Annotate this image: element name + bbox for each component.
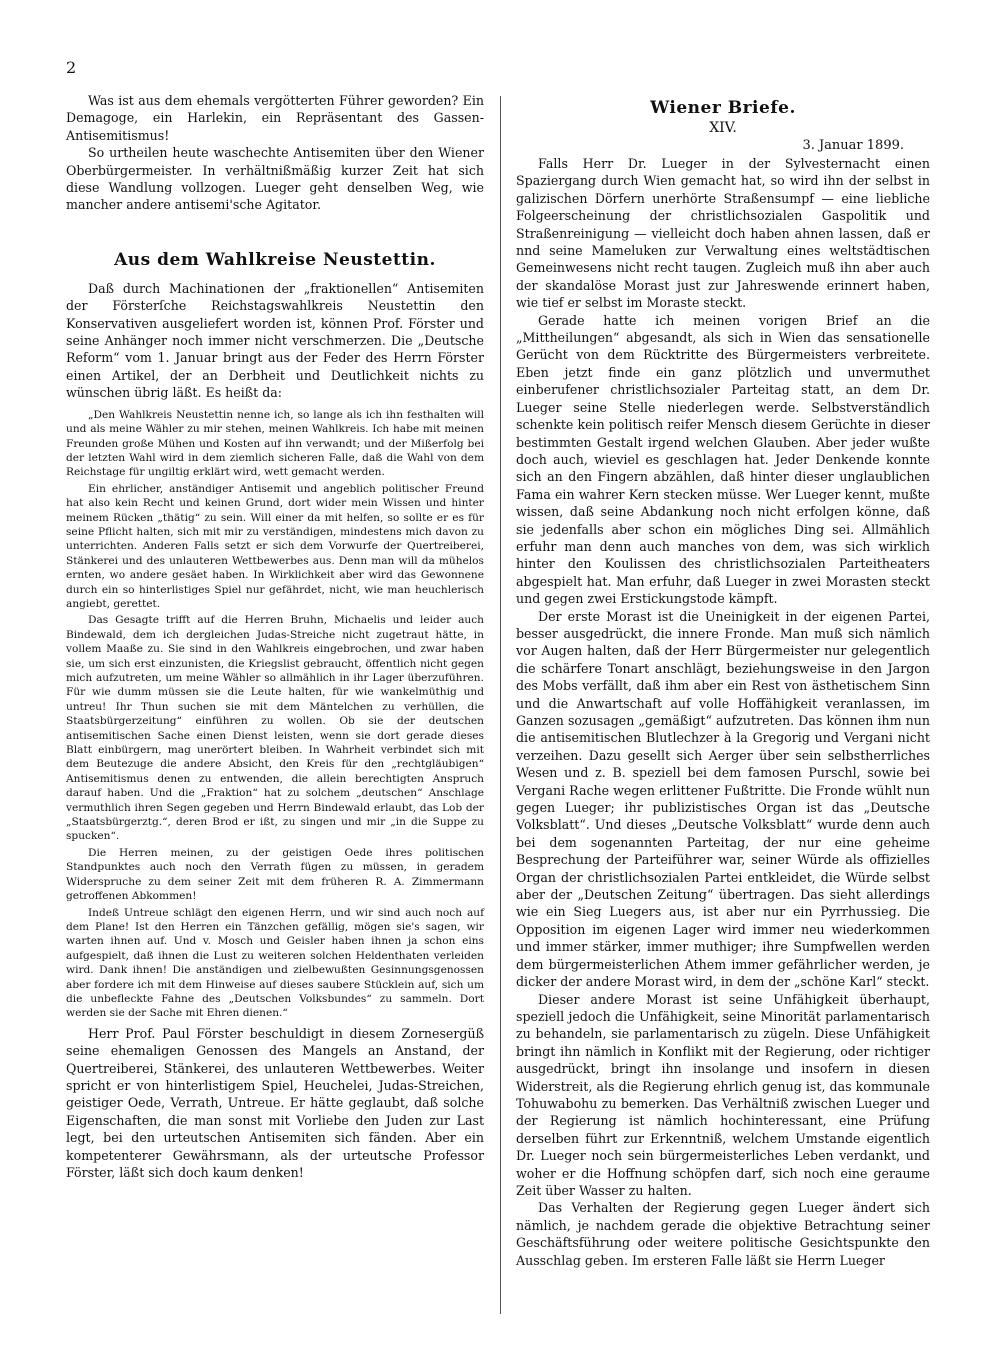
body-paragraph: Gerade hatte ich meinen vorigen Brief an die „Mittheilungen“ abgesandt, als sich in Wien das sensationelle Gerücht von dem Rücktritte des Bürgermeisters verbreitete. Eben jetzt finde ein ganz plötzlich und unvermuthet einberufener christlichsozialer Parteitag statt, an dem Dr. Lueger seine Stelle niederlegen werde. Selbstverständlich schenkte kein politisch reifer Mensch diesem Gerüchte in dieser bestimmten Gestalt irgend welchen Glauben. Aber jeder wußte doch auch, wieviel es geschlagen hat. Jeder Denkende konnte sich an den Fingern abzählen, daß hinter dieser unglaublichen Fama ein wahrer Kern stecken müsse. Wer Lueger kennt, mußte wissen, daß seine Abdankung noch nicht erfolgen könne, daß sie jedenfalls aber schon ein mögliches Ding sei. Allmählich erfuhr man denn auch manches von dem, was sich wirklich hinter den Koulissen des christlichsozialen Parteitheaters abgespielt hat. Man erfuhr, daß Lueger in zwei Morasten steckt und gegen zwei Erstickungstode kämpft. — [516, 312, 930, 607]
quote-paragraph: „Den Wahlkreis Neustettin nenne ich, so lange als ich ihn festhalten will und als meine Wähler zu mir stehen, meinen Wahlkreis. Ich habe mit meinen Freunden große Mühen und Kosten auf ihn verwandt; und der Mißerfolg bei der letzten Wahl wird in dem ziemlich sicheren Falle, daß die Wahl von dem Reichstage für ungiltig erklärt wird, wett gemacht werden. — [66, 408, 484, 479]
article-heading-neustettin: Aus dem Wahlkreise Neustettin. — [114, 249, 436, 270]
page-number: 2 — [66, 58, 77, 77]
intro-paragraph: So urtheilen heute waschechte Antisemiten über den Wiener Oberbürgermeister. In verhältnißmäßig kurzer Zeit hat sich diese Wandlung vollzogen. Lueger geht denselben Weg, wie mancher andere antisemi'sche Agitator. — [66, 145, 484, 213]
body-paragraph: Das Verhalten der Regierung gegen Lueger ändert sich nämlich, je nachdem gerade die objektive Betrachtung seiner Geschäftsführung oder weitere politische Gesichtspunkte den Ausschlag geben. Im ersteren Falle läßt sie Herrn Lueger — [516, 1200, 930, 1268]
article-heading-wiener-briefe: Wiener Briefe. — [650, 98, 796, 118]
letter-date: 3. Januar 1899. — [802, 138, 904, 153]
closing-paragraph: Herr Prof. Paul Förster beschuldigt in diesem Zornesergüß seine ehemaligen Genossen des Mangels an Anstand, der Quertreiberei, Stänkerei, des unlauteren Wettbewerbes. Weiter spricht er von hinterlistigem Spiel, Heuchelei, Judas-Streichen, geistiger Oede, Verrath, Untreue. Er hätte geglaubt, daß solche Eigenschaften, die man sonst mit Vorliebe den Juden zur Last legt, bei den urteutschen Antisemiten sich fänden. Aber ein kompetenterer Gewährsmann, als der urteutsche Professor Förster, läßt sich doch kaum denken! — [66, 1025, 484, 1180]
right-column — [516, 92, 930, 1269]
quote-paragraph: Die Herren meinen, zu der geistigen Oede ihres politischen Standpunktes auch noch den Verrath fügen zu müssen, in geradem Widerspruche zu dem seiner Zeit mit dem früheren R. A. Zimmermann getroffenen Abkommen! — [66, 846, 484, 903]
body-paragraph: Falls Herr Dr. Lueger in der Sylvesternacht einen Spaziergang durch Wien gemacht hat, so wird ihn der selbst in galizischen Dörfern unerhörte Straßensumpf — eine liebliche Folgeerscheinung der christlichsozialen Gaspolitik und Straßenreinigung — vielleicht doch haben ahnen lassen, daß er nnd seine Mameluken zur Verwaltung eines weltstädtischen Gemeinwesens nicht recht taugen. Zugleich muß ihn aber auch der skandalöse Morast just zur Jahreswende erinnert haben, wie tief er selbst im Moraste steckt. — [516, 156, 930, 311]
article-lead-paragraph: Daß durch Machinationen der „fraktionellen“ Antisemiten der Försterſche Reichstagswahlkreis Neustettin den Konservativen ausgeliefert worden ist, können Prof. Förster und seine Anhänger noch immer nicht verschmerzen. Die „Deutsche Reform“ vom 1. Januar bringt aus der Feder des Herrn Förster einen Artikel, der an Derbheit und Deutlichkeit nichts zu wünschen übrig läßt. Es heißt da: — [66, 280, 484, 401]
column-divider — [500, 96, 501, 1314]
quote-paragraph: Ein ehrlicher, anständiger Antisemit und angeblich politischer Freund hat also kein Recht und keinen Grund, dort wider mein Wissen und hinter meinem Rücken „thätig“ zu sein. Will einer da mit helfen, so sollte er es für seine Pflicht halten, sich mit mir zu verständigen, mindestens mich davon zu unterrichten. Anderen Falls setzt er sich dem Vorwurfe der Quertreiberei, Stänkerei und des unlauteren Wettbewerbes aus. Denn man will da mühelos ernten, wo andere gesäet haben. In Wirklichkeit aber wird das Gewonnene durch ein so hinterlistiges Spiel nur gefährdet, nicht, wie man heuchlerisch angiebt, gerettet. — [66, 482, 484, 610]
left-column — [66, 92, 484, 1181]
intro-paragraph: Was ist aus dem ehemals vergötterten Führer geworden? Ein Demagoge, ein Harlekin, ein Repräsentant des Gassen-Antisemitismus! — [66, 93, 484, 143]
quoted-article — [66, 408, 484, 1021]
body-paragraph: Dieser andere Morast ist seine Unfähigkeit überhaupt, speziell jedoch die Unfähigkeit, seine Minorität parlamentarisch zu behandeln, sie parlamentarisch zu zügeln. Diese Unfähigkeit bringt ihn nämlich in Konflikt mit der Regierung, oder richtiger ausgedrückt, bringt ihn insolange und insofern in diesen Widerstreit, als die Regierung ehrlich genug ist, das kommunale Tohuwabohu zu bemerken. Das Verhältniß zwischen Lueger und der Regierung ist nämlich hochinteressant, eine Prüfung derselben führt zur Erkenntniß, welchem Umstande eigentlich Dr. Lueger noch sein bürgermeisterliches Leben verdankt, und woher er die Hoffnung schöpfen darf, sich noch eine geraume Zeit über Wasser zu halten. — [516, 991, 930, 1198]
quote-paragraph: Indeß Untreue schlägt den eigenen Herrn, und wir sind auch noch auf dem Plane! Ist den Herren ein Tänzchen gefällig, mögen sie's sagen, wir warten ihnen auf. Und v. Mosch und Geisler haben ihnen ja schon eins aufgespielt, daß ihnen die Lust zu weiteren solchen Heldenthaten verleiden wird. Dank ihnen! Die anständigen und zielbewußten Gesinnungsgenossen aber fordere ich mit dem Hinweise auf dieses saubere Stücklein auf, sich um die unbefleckte Fahne des „Deutschen Volksbundes“ zu sammeln. Dort werden sie der Sache mit Ehren dienen.“ — [66, 906, 484, 1020]
quote-paragraph: Das Gesagte trifft auf die Herren Bruhn, Michaelis und leider auch Bindewald, dem ich dergleichen Judas-Streiche nicht zugetraut hätte, in vollem Maaße zu. Sie sind in den Wahlkreis eingebrochen, und zwar haben sie, um sich erst einzunisten, die Kriegslist gebraucht, öffentlich nicht gegen mich aufzutreten, um meine Wähler so allmählich in ihr Lager überzuführen. Für wie dumm müssen sie die Leute halten, für wie wankelmüthig und untreu! Ihr Thun suchen sie mit dem Mäntelchen zu verhüllen, die Staatsbürgerzeitung“ einführen zu wollen. Ob sie der deutschen antisemitischen Sache einen Dienst leisten, wenn sie dort gerade dieses Blatt einbürgern, mag unerörtert bleiben. In Wahrheit verbindet sich mit dem Beutezuge die andere Absicht, den Kreis für den „rechtgläubigen“ Antisemitismus denen zu entwenden, die allein berechtigten Anspruch darauf haben. Und die „Fraktion“ hat zu solchem „deutschen“ Anschlage vermuthlich ihren Segen gegeben und Herrn Bindewald erlaubt, das Lob der „Staatsbürgerztg.“, deren Brod er ißt, zu singen und mir „in die Suppe zu spucken“. — [66, 614, 484, 843]
series-number: XIV. — [709, 120, 737, 136]
body-paragraph: Der erste Morast ist die Uneinigkeit in der eigenen Partei, besser ausgedrückt, die innere Fronde. Man muß sich nämlich vor Augen halten, daß der Herr Bürgermeister nur gelegentlich die schärfere Tonart anschlägt, beziehungsweise in den Jargon des Mobs verfällt, daß ihm aber ein Rest von ästhetischem Sinn und die Anwartschaft auf volle Hoffähigkeit veranlassen, im Ganzen sozusagen „gemäßigt“ aufzutreten. Das können ihm nun die antisemitischen Blutlechzer à la Gregorig und Vergani nicht verzeihen. Dazu gesellt sich Aerger über sein selbstherrliches Wesen und z. B. speziell bei dem famosen Purschl, sowie bei Vergani Rache wegen erlittener Fußtritte. Die Fronde wühlt nun gegen Lueger; ihr publizistisches Organ ist das „Deutsche Volksblatt“. Und dieses „Deutsche Volksblatt“ wurde denn auch bei dem sogenannten Parteitag, der nur eine geheime Besprechung der Parteiführer war, seiner Würde als offizielles Organ der christlichsozialen Partei entkleidet, die Würde selbst aber der „Deutschen Zeitung“ übertragen. Das sieht allerdings wie ein Sieg Luegers aus, ist aber nur ein Pyrrhussieg. Die Opposition im eigenen Lager wird immer neu wiederkommen und immer stärker, immer muthiger; ihre Sumpfwellen werden dem bürgermeisterlichen Athem immer gefährlicher werden, je dicker der andere Morast wird, in dem der „schöne Karl“ steckt. — [516, 608, 930, 990]
